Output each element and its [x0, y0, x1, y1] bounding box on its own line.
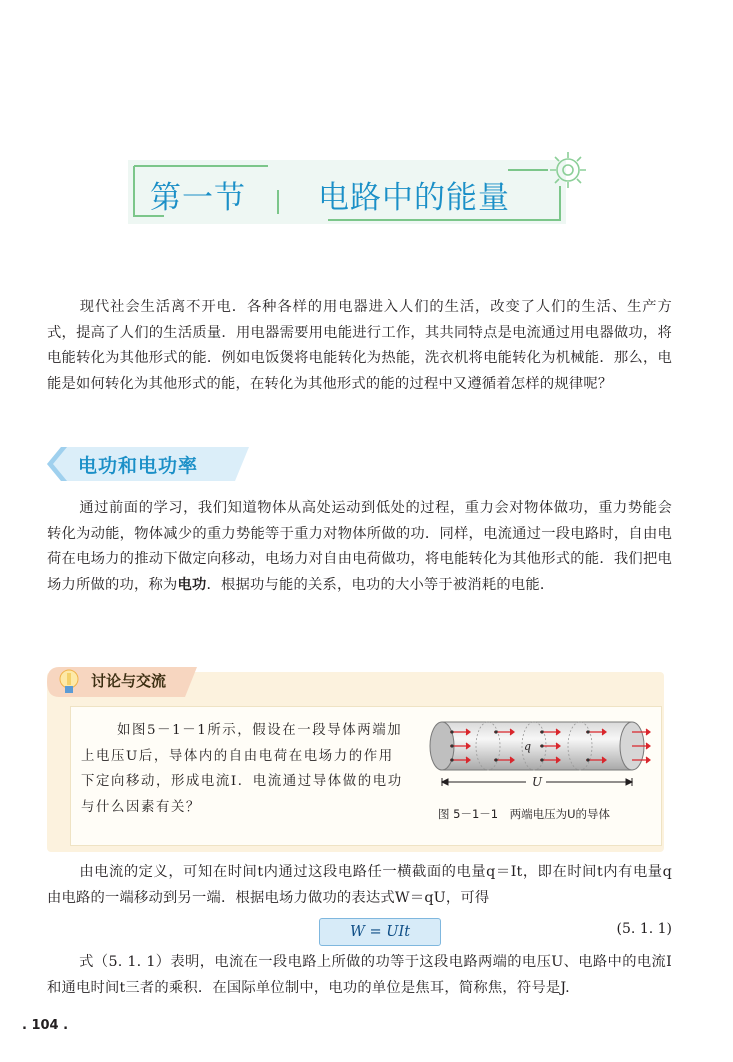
charge-label: q	[524, 740, 532, 753]
work-paragraph	[47, 496, 672, 598]
discussion-tab	[47, 665, 197, 699]
chapter-title-box	[128, 160, 566, 224]
discussion-question: 如图5－1－1所示，假设在一段导体两端加上电压U后，导体内的自由电荷在电场力的作用下定向移动，形成电流I．电流通过导体做的电功与什么因素有关？	[81, 723, 403, 815]
gear-icon	[546, 148, 590, 192]
intro-paragraph	[47, 295, 672, 397]
key-term: 电功	[177, 576, 207, 593]
conductor-figure	[426, 716, 654, 806]
equation-row	[47, 918, 672, 946]
subsection-title: 电功和电功率	[78, 455, 199, 477]
discussion-title: 讨论与交流	[91, 672, 167, 690]
section-number: 第一节	[150, 180, 246, 216]
derivation-text: 由电流的定义，可知在时间t内通过这段电路任一横截面的电量q＝It，即在时间t内有电量q由电路的一端移动到另一端．根据电场力做功的表达式W＝qU，可得	[47, 864, 672, 906]
conclusion-text: 式（5. 1. 1）表明，电流在一段电路上所做的功等于这段电路两端的电压U、电路中的电流I和通电时间t三者的乘积．在国际单位制中，电功的单位是焦耳，简称焦，符号是J.	[47, 954, 672, 996]
work-text-after: ．根据功与能的关系，电功的大小等于被消耗的电能．	[206, 576, 555, 593]
derivation-paragraph	[47, 860, 672, 911]
equation-box: W = UIt	[319, 918, 441, 946]
conclusion-paragraph	[47, 950, 672, 1001]
equation-number: (5. 1. 1)	[616, 921, 672, 937]
discussion-text	[81, 718, 408, 820]
voltage-label: U	[532, 775, 543, 789]
discussion-content	[70, 706, 662, 846]
intro-text: 现代社会生活离不开电．各种各样的用电器进入人们的生活，改变了人们的生活、生产方式，提高了人们的生活质量．用电器需要用电能进行工作，其共同特点是电流通过用电器做功，将电能转化为其他形式的能．例如电饭煲将电能转化为热能，洗衣机将电能转化为机械能．那么，电能是如何转化为其他形式的能，在转化为其他形式的能的过程中又遵循着怎样的规律呢？	[47, 299, 672, 392]
subsection-heading	[47, 447, 249, 481]
figure-caption: 图 5－1－1 两端电压为U的导体	[438, 807, 611, 821]
page-number: . 104 .	[22, 1018, 69, 1033]
work-text-before: 通过前面的学习，我们知道物体从高处运动到低处的过程，重力会对物体做功，重力势能会转化为动能，物体减少的重力势能等于重力对物体所做的功．同样，电流通过一段电路时，自由电荷在电场力的推动下做定向移动，电场力对自由电荷做功，将电能转化为其他形式的能．我们把电场力所做的功，称为	[47, 500, 672, 593]
section-title: 电路中的能量	[318, 180, 510, 216]
